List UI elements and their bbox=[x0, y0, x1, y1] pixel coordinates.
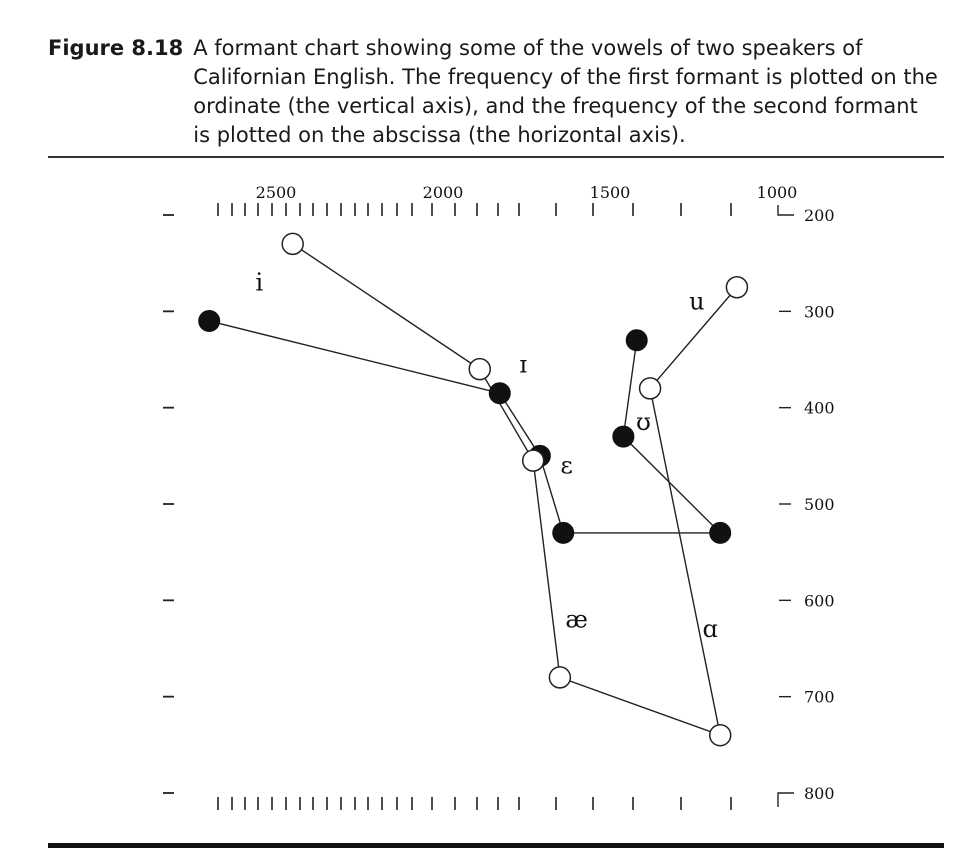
vowel-label: ɛ bbox=[560, 451, 573, 480]
vowel-label: u bbox=[689, 287, 705, 316]
figure-caption-text: A formant chart showing some of the vowels of two speakers of Californian English. The frequency of the first formant is plotted on the ordinate (the vertical axis), and the frequency of the second formant is plotted on the abscissa (the horizontal axis). bbox=[193, 36, 938, 147]
vowel-label: ɪ bbox=[519, 350, 528, 379]
bottom-rule bbox=[48, 843, 944, 848]
filled-circle-point bbox=[489, 383, 510, 404]
filled-circle-point bbox=[553, 522, 574, 543]
vowel-label: ɑ bbox=[702, 615, 718, 644]
y-tick-label: 600 bbox=[804, 591, 835, 611]
figure-label: Figure 8.18 bbox=[48, 36, 184, 60]
y-tick-label: 200 bbox=[804, 206, 835, 225]
filled-circle-point bbox=[710, 522, 731, 543]
series-line-open bbox=[293, 244, 737, 735]
open-circle-point bbox=[282, 233, 303, 254]
vowel-label: i bbox=[255, 268, 264, 297]
y-axis-corner bbox=[778, 793, 794, 807]
y-tick-label: 700 bbox=[804, 687, 835, 707]
open-circle-point bbox=[726, 277, 747, 298]
x-tick-label: 2500 bbox=[255, 183, 297, 202]
open-circle-point bbox=[523, 450, 544, 471]
y-tick-label: 500 bbox=[804, 495, 835, 514]
open-circle-point bbox=[640, 378, 661, 399]
filled-circle-point bbox=[199, 310, 220, 331]
x-tick-label: 2000 bbox=[422, 183, 464, 202]
filled-circle-point bbox=[626, 330, 647, 351]
y-tick-label: 800 bbox=[804, 784, 835, 803]
x-tick-label: 1500 bbox=[589, 183, 631, 202]
open-circle-point bbox=[469, 359, 490, 380]
x-tick-label: 1000 bbox=[756, 183, 798, 202]
vowel-label: æ bbox=[565, 605, 588, 634]
y-tick-label: 300 bbox=[804, 302, 835, 322]
open-circle-point bbox=[549, 667, 570, 688]
y-axis-corner bbox=[778, 205, 794, 215]
vowel-label: ʊ bbox=[635, 408, 651, 437]
y-tick-label: 400 bbox=[804, 398, 835, 418]
open-circle-point bbox=[710, 725, 731, 746]
filled-circle-point bbox=[613, 426, 634, 447]
